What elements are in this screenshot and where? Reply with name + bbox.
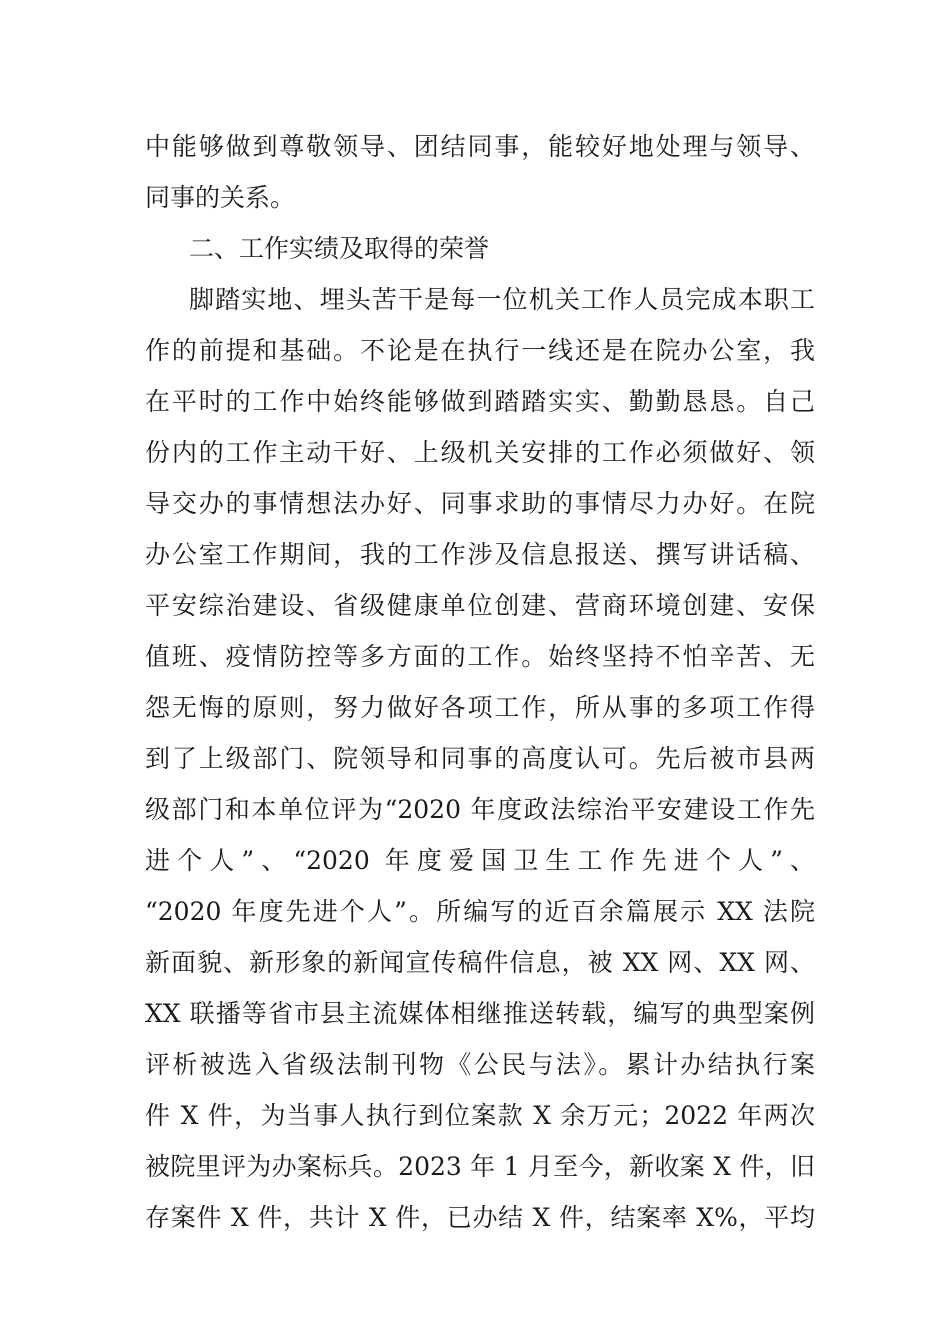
text-line: 中能够做到尊敬领导、团结同事，能较好地处理与领导、 bbox=[145, 132, 815, 161]
document-body bbox=[145, 121, 815, 1243]
text-line: 同事的关系。 bbox=[145, 183, 296, 212]
text-line: “2020 年度先进个人”。所编写的近百余篇展示 XX 法院 bbox=[145, 897, 815, 926]
text-line: 存案件 X 件，共计 X 件，已办结 X 件，结案率 X%，平均 bbox=[145, 1203, 815, 1232]
text-line: 评析被选入省级法制刊物《公民与法》。累计办结执行案 bbox=[145, 1050, 815, 1079]
text-line: XX 联播等省市县主流媒体相继推送转载，编写的典型案例 bbox=[145, 999, 815, 1028]
text-line: 作的前提和基础。不论是在执行一线还是在院办公室，我 bbox=[145, 336, 815, 365]
text-line: 值班、疫情防控等多方面的工作。始终坚持不怕辛苦、无 bbox=[145, 642, 815, 671]
text-line: 到了上级部门、院领导和同事的高度认可。先后被市县两 bbox=[145, 744, 815, 773]
text-line: 脚踏实地、埋头苦干是每一位机关工作人员完成本职工 bbox=[189, 285, 815, 314]
text-line: 件 X 件，为当事人执行到位案款 X 余万元；2022 年两次 bbox=[145, 1101, 815, 1130]
text-line: 新面貌、新形象的新闻宣传稿件信息，被 XX 网、XX 网、 bbox=[145, 948, 815, 977]
text-line: 平安综治建设、省级健康单位创建、营商环境创建、安保 bbox=[145, 591, 815, 620]
text-line: 在平时的工作中始终能够做到踏踏实实、勤勤恳恳。自己 bbox=[145, 387, 815, 416]
text-line: 怨无悔的原则，努力做好各项工作，所从事的多项工作得 bbox=[145, 693, 815, 722]
text-line: 份内的工作主动干好、上级机关安排的工作必须做好、领 bbox=[145, 438, 815, 467]
text-line: 被院里评为办案标兵。2023 年 1 月至今，新收案 X 件，旧 bbox=[145, 1152, 815, 1181]
text-line: 办公室工作期间，我的工作涉及信息报送、撰写讲话稿、 bbox=[145, 540, 815, 569]
text-line: 级部门和本单位评为“2020 年度政法综治平安建设工作先 bbox=[145, 795, 815, 824]
text-line: 导交办的事情想法办好、同事求助的事情尽力办好。在院 bbox=[145, 489, 815, 518]
section-heading: 二、工作实绩及取得的荣誉 bbox=[189, 234, 490, 263]
text-line: 进个人”、“2020 年度爱国卫生工作先进个人”、 bbox=[145, 846, 815, 875]
